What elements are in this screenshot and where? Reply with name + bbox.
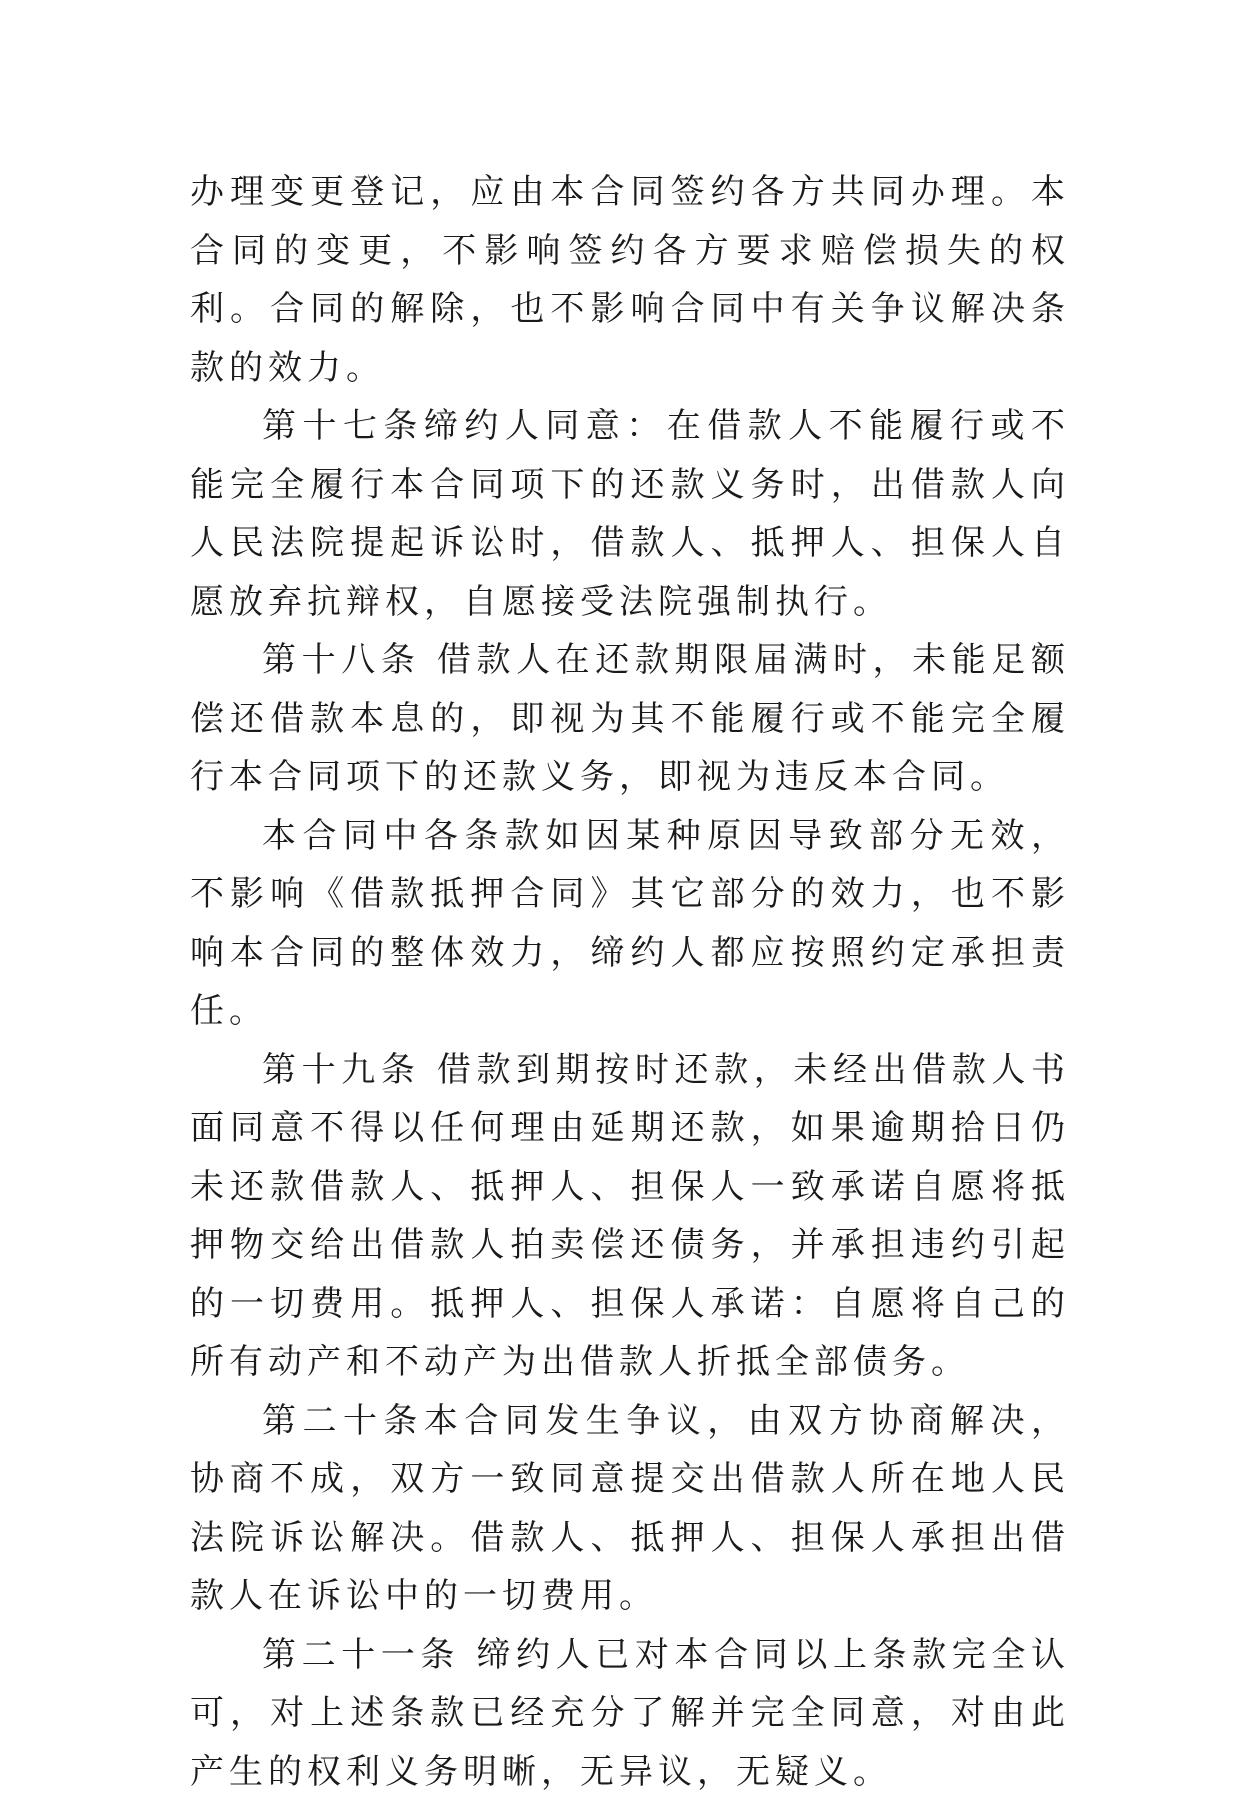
paragraph-severability: 本合同中各条款如因某种原因导致部分无效，不影响《借款抵押合同》其它部分的效力，也不影响本合同的整体效力，缔约人都应按照约定承担责任。 [190,807,1070,1041]
paragraph-article-21: 第二十一条 缔约人已对本合同以上条款完全认可，对上述条款已经充分了解并完全同意，对由此产生的权利义务明晰，无异议，无疑义。 [190,1626,1070,1801]
paragraph-article-19: 第十九条 借款到期按时还款，未经出借款人书面同意不得以任何理由延期还款，如果逾期拾日仍未还款借款人、抵押人、担保人一致承诺自愿将抵押物交给出借款人拍卖偿还债务，并承担违约引起的一切费用。抵押人、担保人承诺：自愿将自己的所有动产和不动产为出借款人折抵全部债务。 [190,1041,1070,1392]
paragraph-article-20: 第二十条本合同发生争议，由双方协商解决，协商不成，双方一致同意提交出借款人所在地人民法院诉讼解决。借款人、抵押人、担保人承担出借款人在诉讼中的一切费用。 [190,1392,1070,1626]
paragraph-article-18: 第十八条 借款人在还款期限届满时，未能足额偿还借款本息的，即视为其不能履行或不能完全履行本合同项下的还款义务，即视为违反本合同。 [190,631,1070,807]
document-body [190,163,1070,1801]
paragraph-article-17: 第十七条缔约人同意：在借款人不能履行或不能完全履行本合同项下的还款义务时，出借款人向人民法院提起诉讼时，借款人、抵押人、担保人自愿放弃抗辩权，自愿接受法院强制执行。 [190,397,1070,631]
paragraph-continuation: 办理变更登记，应由本合同签约各方共同办理。本合同的变更，不影响签约各方要求赔偿损失的权利。合同的解除，也不影响合同中有关争议解决条款的效力。 [190,163,1070,397]
